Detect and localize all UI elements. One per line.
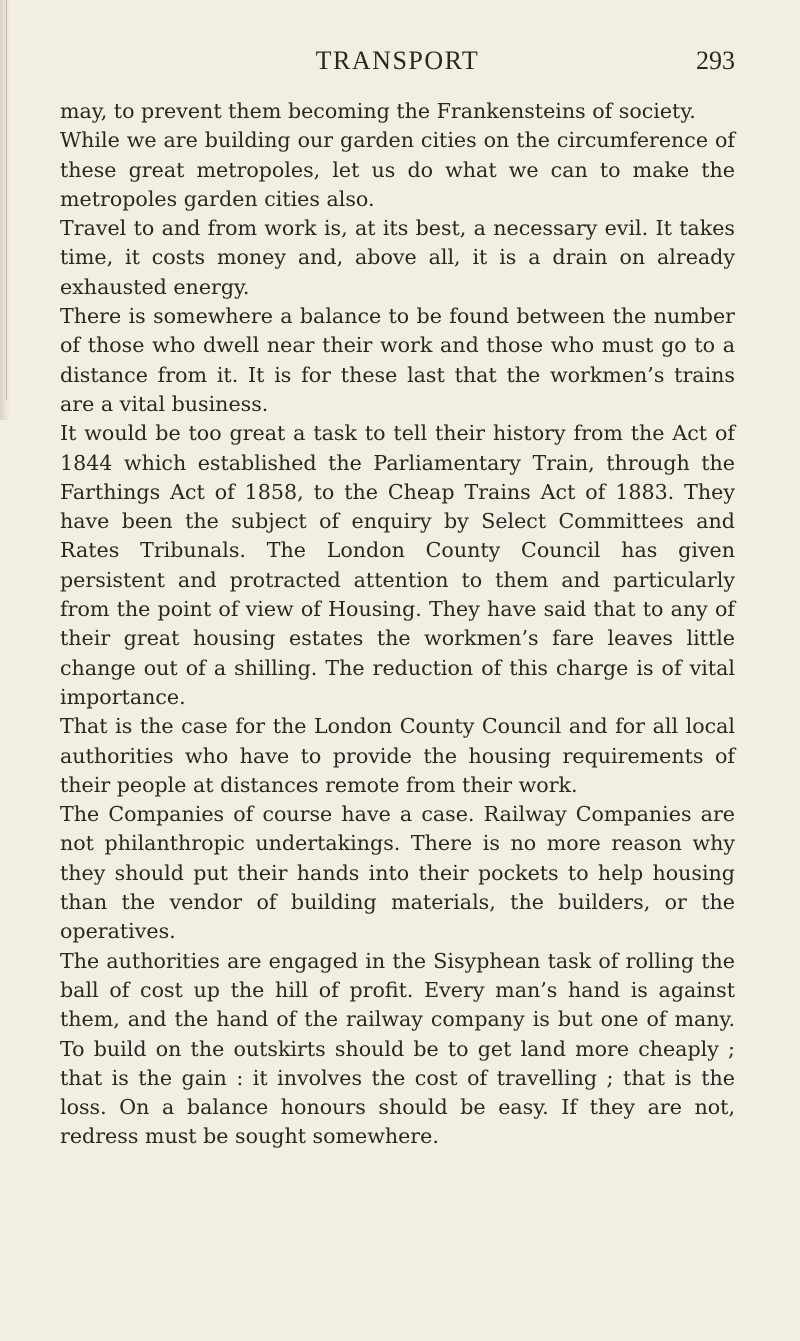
paragraph: While we are building our garden cities on the circumference of these great metropoles, let us do what we can to make the metropoles garden cities also.: [60, 128, 735, 211]
page-number: 293: [696, 46, 735, 75]
page-binding-line: [6, 0, 7, 400]
page-body: [60, 97, 735, 1152]
paragraph: That is the case for the London County Council and for all local authorities who have to provide the housing requirements of their people at distances remote from their work.: [60, 714, 735, 797]
paragraph: Travel to and from work is, at its best, a necessary evil. It takes time, it costs money and, above all, it is a drain on already exhausted energy.: [60, 216, 735, 299]
running-head: [60, 45, 735, 85]
paragraph: There is somewhere a balance to be found between the number of those who dwell near their work and those who must go to a distance from it. It is for these last that the workmen’s trains are a vital business.: [60, 304, 735, 416]
paragraph: may, to prevent them becoming the Frankensteins of society.: [60, 99, 696, 123]
page-binding-shadow: [0, 0, 10, 420]
paragraph: The Companies of course have a case. Railway Companies are not philanthropic undertakings. There is no more reason why they should put their hands into their pockets to help housing than the vendor of building materials, the builders, or the operatives.: [60, 802, 735, 944]
running-head-title: TRANSPORT: [315, 46, 480, 75]
paragraph: It would be too great a task to tell their history from the Act of 1844 which established the Parliamentary Train, through the Farthings Act of 1858, to the Cheap Trains Act of 1883. They have been the subject of enquiry by Select Committees and Rates Tribunals. The London County Council has given persistent and protracted attention to them and particularly from the point of view of Housing. They have said that to any of their great housing estates the workmen’s fare leaves little change out of a shilling. The reduction of this charge is of vital importance.: [60, 421, 735, 709]
paragraph: The authorities are engaged in the Sisyphean task of rolling the ball of cost up the hill of profit. Every man’s hand is against them, and the hand of the railway company is but one of many. To build on the outskirts should be to get land more cheaply ; that is the gain : it involves the cost of travelling ; that is the loss. On a balance honours should be easy. If they are not, redress must be sought somewhere.: [60, 948, 735, 1149]
